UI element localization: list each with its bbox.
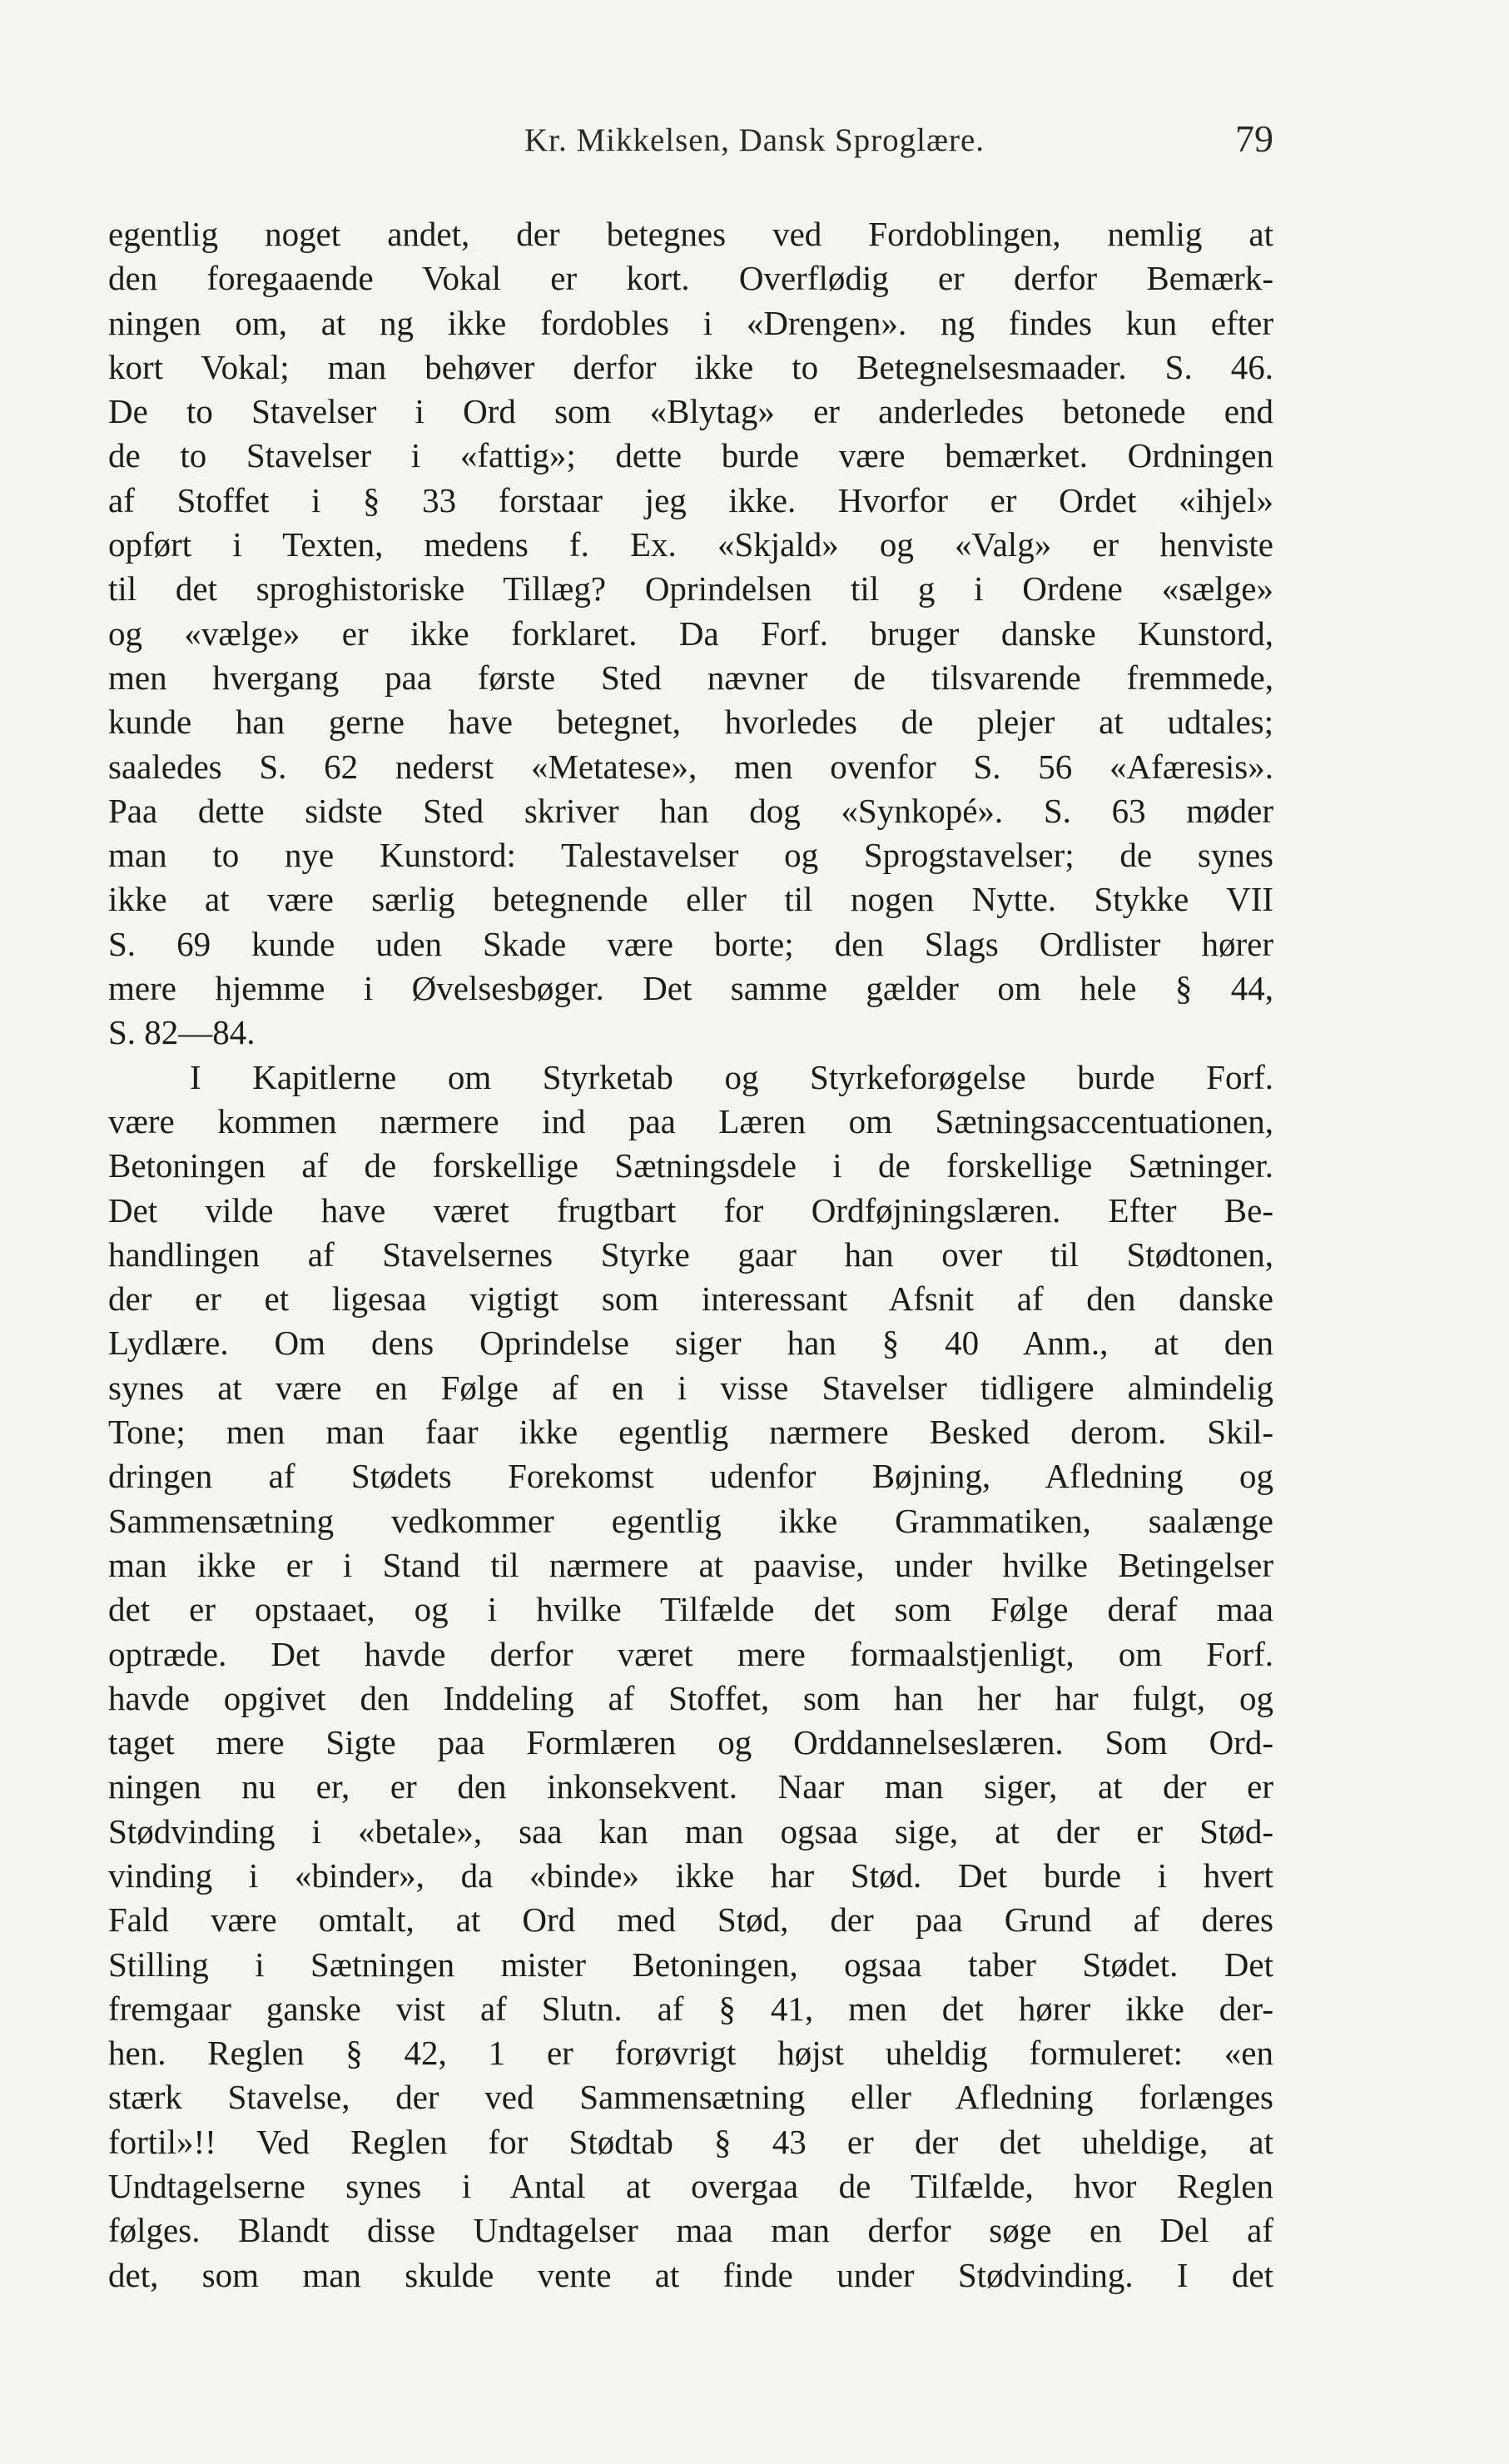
text-line: saaledes S. 62 nederst «Metatese», men ovenfor S. 56 «Afæresis». bbox=[108, 747, 1273, 786]
text-line: Stødvinding i «betale», saa kan man ogsaa sige, at der er Stød- bbox=[108, 1811, 1273, 1850]
text-line: dringen af Stødets Forekomst udenfor Bøjning, Afledning og bbox=[108, 1457, 1273, 1496]
body-text bbox=[108, 212, 1273, 2298]
text-line: men hvergang paa første Sted nævner de tilsvarende fremmede, bbox=[108, 658, 1273, 697]
text-line: til det sproghistoriske Tillæg? Oprindelsen til g i Ordene «sælge» bbox=[108, 569, 1273, 609]
text-line: mere hjemme i Øvelsesbøger. Det samme gælder om hele § 44, bbox=[108, 969, 1273, 1008]
text-line: man ikke er i Stand til nærmere at paavise, under hvilke Betingelser bbox=[108, 1545, 1273, 1584]
text-line: Paa dette sidste Sted skriver han dog «Synkopé». S. 63 møder bbox=[108, 791, 1273, 830]
text-line: ikke at være særlig betegnende eller til nogen Nytte. Stykke VII bbox=[108, 880, 1273, 919]
text-line: Det vilde have været frugtbart for Ordføjningslæren. Efter Be- bbox=[108, 1190, 1273, 1230]
text-line: fortil»!! Ved Reglen for Stødtab § 43 er der det uheldige, at bbox=[108, 2122, 1273, 2161]
text-line: vinding i «binder», da «binde» ikke har Stød. Det burde i hvert bbox=[108, 1855, 1273, 1895]
text-line: taget mere Sigte paa Formlæren og Orddannelseslæren. Som Ord- bbox=[108, 1723, 1273, 1762]
text-line: Fald være omtalt, at Ord med Stød, der paa Grund af deres bbox=[108, 1900, 1273, 1940]
text-line: havde opgivet den Inddeling af Stoffet, som han her har fulgt, og bbox=[108, 1678, 1273, 1717]
header-title: Kr. Mikkelsen, Dansk Sproglære. bbox=[524, 122, 985, 158]
text-line: ningen om, at ng ikke fordobles i «Drengen». ng findes kun efter bbox=[108, 303, 1273, 342]
text-line: handlingen af Stavelsernes Styrke gaar han over til Stødtonen, bbox=[108, 1234, 1273, 1274]
text-line: følges. Blandt disse Undtagelser maa man derfor søge en Del af bbox=[108, 2211, 1273, 2250]
text-line: de to Stavelser i «fattig»; dette burde være bemærket. Ordningen bbox=[108, 436, 1273, 475]
text-line: Lydlære. Om dens Oprindelse siger han § 40 Anm., at den bbox=[108, 1324, 1273, 1363]
text-line: kort Vokal; man behøver derfor ikke to Betegnelsesmaader. S. 46. bbox=[108, 347, 1273, 386]
text-line: De to Stavelser i Ord som «Blytag» er anderledes betonede end bbox=[108, 392, 1273, 431]
text-line: Undtagelserne synes i Antal at overgaa de Tilfælde, hvor Reglen bbox=[108, 2167, 1273, 2206]
text-line: hen. Reglen § 42, 1 er forøvrigt højst uheldig formuleret: «en bbox=[108, 2034, 1273, 2073]
text-line: I Kapitlerne om Styrketab og Styrkeforøgelse burde Forf. bbox=[190, 1057, 1273, 1096]
text-line: S. 82—84. bbox=[108, 1013, 256, 1052]
text-line: egentlig noget andet, der betegnes ved Fordoblingen, nemlig at bbox=[108, 215, 1273, 253]
text-line: og «vælge» er ikke forklaret. Da Forf. bruger danske Kunstord, bbox=[108, 614, 1273, 653]
text-line: af Stoffet i § 33 forstaar jeg ikke. Hvorfor er Ordet «ihjel» bbox=[108, 480, 1273, 519]
text-line: der er et ligesaa vigtigt som interessant Afsnit af den danske bbox=[108, 1279, 1273, 1319]
text-line: S. 69 kunde uden Skade være borte; den Slags Ordlister hører bbox=[108, 924, 1273, 963]
text-line: det er opstaaet, og i hvilke Tilfælde det som Følge deraf maa bbox=[108, 1590, 1273, 1629]
text-line: det, som man skulde vente at finde under Stødvinding. I det bbox=[108, 2255, 1273, 2294]
text-line: Stilling i Sætningen mister Betoningen, ogsaa taber Stødet. Det bbox=[108, 1945, 1273, 1984]
text-line: man to nye Kunstord: Talestavelser og Sprogstavelser; de synes bbox=[108, 836, 1273, 875]
text-line: den foregaaende Vokal er kort. Overflødig er derfor Bemærk- bbox=[108, 259, 1273, 298]
text-line: være kommen nærmere ind paa Læren om Sætningsaccentuationen, bbox=[108, 1101, 1273, 1140]
text-line: synes at være en Følge af en i visse Stavelser tidligere almindelig bbox=[108, 1368, 1273, 1407]
running-header bbox=[0, 117, 1509, 175]
text-line: optræde. Det havde derfor været mere formaalstjenligt, om Forf. bbox=[108, 1634, 1273, 1673]
text-line: stærk Stavelse, der ved Sammensætning eller Afledning forlænges bbox=[108, 2078, 1273, 2117]
text-line: Betoningen af de forskellige Sætningsdele i de forskellige Sætninger. bbox=[108, 1146, 1273, 1185]
text-line: kunde han gerne have betegnet, hvorledes de plejer at udtales; bbox=[108, 703, 1273, 742]
page-number: 79 bbox=[1235, 117, 1273, 160]
text-line: Sammensætning vedkommer egentlig ikke Grammatiken, saalænge bbox=[108, 1501, 1273, 1540]
text-line: ningen nu er, er den inkonsekvent. Naar man siger, at der er bbox=[108, 1767, 1273, 1806]
text-line: opført i Texten, medens f. Ex. «Skjald» og «Valg» er henviste bbox=[108, 525, 1273, 564]
text-line: fremgaar ganske vist af Slutn. af § 41, men det hører ikke der- bbox=[108, 1989, 1273, 2028]
text-line: Tone; men man faar ikke egentlig nærmere Besked derom. Skil- bbox=[108, 1413, 1273, 1452]
